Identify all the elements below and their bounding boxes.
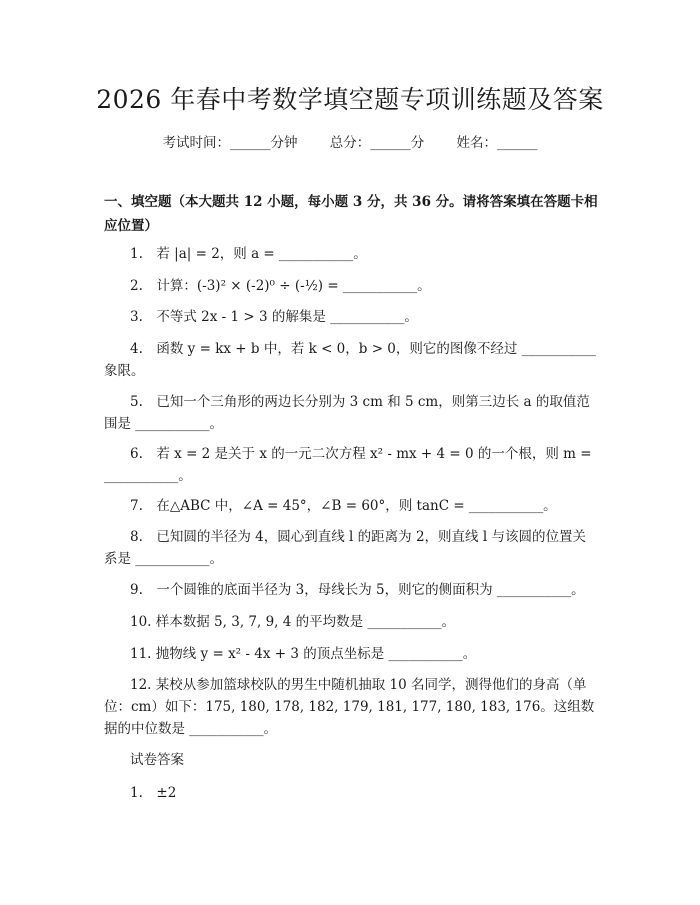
question-3: 3. 不等式 2x - 1 > 3 的解集是 ___________。: [130, 309, 418, 325]
page-title: 2026 年春中考数学填空题专项训练题及答案: [96, 85, 604, 114]
answer-1: 1. ±2: [130, 785, 177, 801]
question-9: 9. 一个圆锥的底面半径为 3，母线长为 5，则它的侧面积为 ___________。: [130, 582, 585, 598]
question-7: 7. 在△ABC 中，∠A = 45°，∠B = 60°，则 tanC = ___________。: [130, 498, 557, 514]
exam-meta: [0, 131, 700, 151]
question-10: 10. 样本数据 5, 3, 7, 9, 4 的平均数是 ___________。: [130, 614, 456, 630]
question-5: 5. 已知一个三角形的两边长分别为 3 cm 和 5 cm，则第三边长 a 的取值范围是 ___________。: [104, 394, 590, 432]
student-name: 姓名：______: [456, 135, 538, 151]
exam-score: 总分：______分: [329, 135, 425, 151]
question-6: 6. 若 x = 2 是关于 x 的一元二次方程 x² - mx + 4 = 0 的一个根，则 m = ___________。: [104, 446, 592, 484]
question-8: 8. 已知圆的半径为 4，圆心到直线 l 的距离为 2，则直线 l 与该圆的位置关系是 ___________。: [104, 529, 586, 567]
question-2: 2. 计算：(-3)² × (-2)⁰ ÷ (-½) = ___________。: [130, 278, 431, 294]
question-1: 1. 若 |a| = 2，则 a = ___________。: [130, 246, 367, 262]
question-4: 4. 函数 y = kx + b 中，若 k < 0，b > 0，则它的图像不经过 ___________ 象限。: [104, 341, 596, 379]
answer-heading: 试卷答案: [130, 752, 184, 768]
question-12: 12. 某校从参加篮球校队的男生中随机抽取 10 名同学，测得他们的身高（单位：cm）如下：175, 180, 178, 182, 179, 181, 177, 180, 183, 176。这组数据的中位数是 ___________。: [104, 677, 595, 737]
exam-time: 考试时间：______分钟: [162, 135, 298, 151]
question-11: 11. 抛物线 y = x² - 4x + 3 的顶点坐标是 ___________。: [130, 646, 477, 662]
section-heading: 一、填空题（本大题共 12 小题，每小题 3 分，共 36 分。请将答案填在答题卡相应位置）: [104, 194, 598, 234]
